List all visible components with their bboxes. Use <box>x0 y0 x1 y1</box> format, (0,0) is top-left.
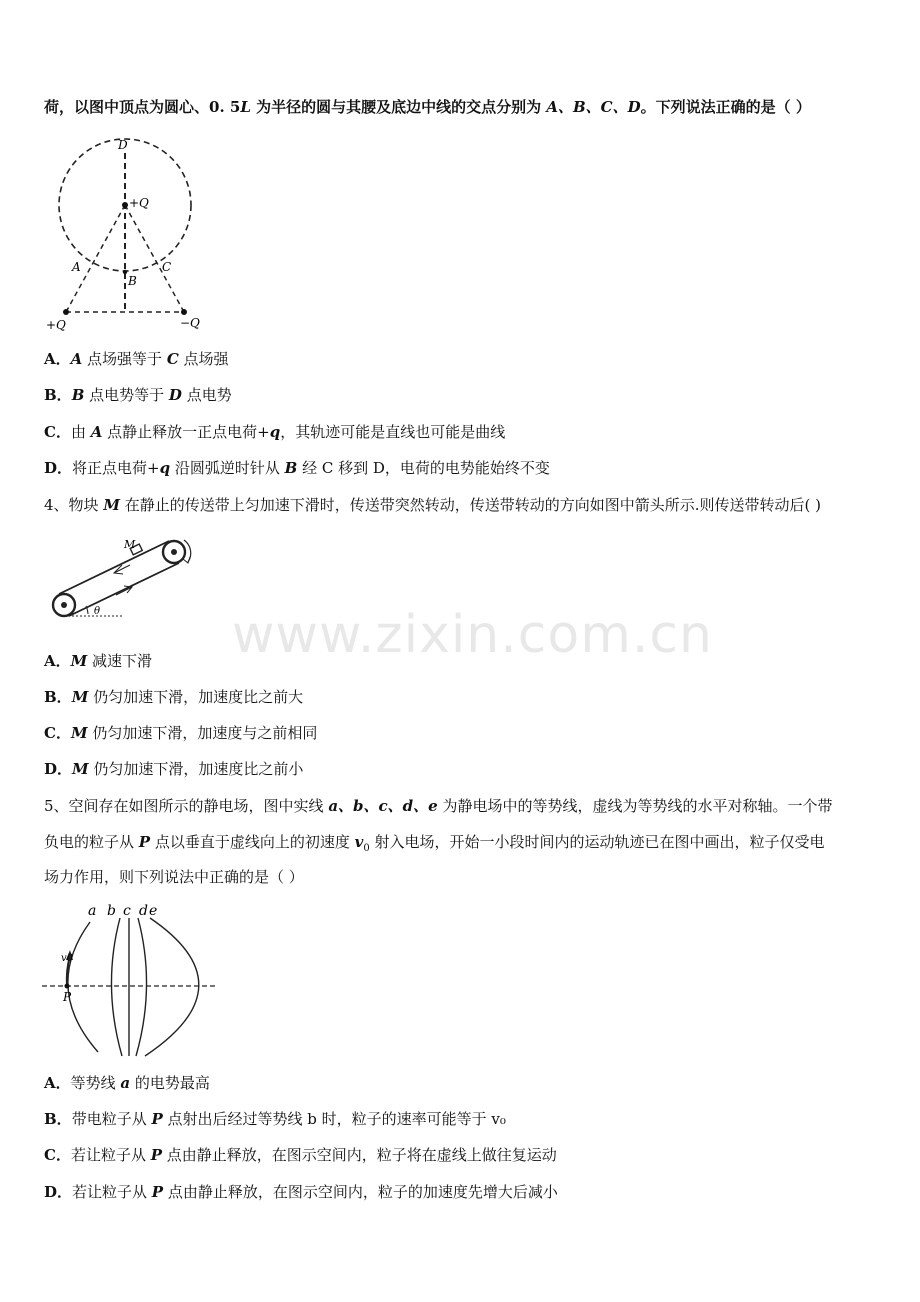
q5-option-d: D．若让粒子从 P 点由静止释放，在图示空间内，粒子的加速度先增大后减小 <box>44 1183 558 1201</box>
q3-option-d: D．将正点电荷+q 沿圆弧逆时针从 B 经 C 移到 D，电荷的电势能始终不变 <box>44 459 550 477</box>
fig-label-right-charge: −Q <box>180 316 200 330</box>
q5-stem-line3: 场力作用，则下列说法中正确的是（ ） <box>44 868 304 886</box>
q3-option-c: C．由 A 点静止释放一正点电荷+q，其轨迹可能是直线也可能是曲线 <box>44 423 506 441</box>
q4-option-c: C．M 仍匀加速下滑，加速度与之前相同 <box>44 724 318 742</box>
q4-option-b: B．M 仍匀加速下滑，加速度比之前大 <box>44 688 304 706</box>
q5-stem-line1: 5、空间存在如图所示的静电场，图中实线 a、b、c、d、e 为静电场中的等势线，虚线为等势线的水平对称轴。一个带 <box>44 797 833 815</box>
fig-label-a: a <box>88 903 97 919</box>
fig-label-M: M <box>124 538 136 551</box>
q3-figure <box>42 135 222 335</box>
fig-label-A: A <box>72 260 81 274</box>
q5-stem-line2: 负电的粒子从 P 点以垂直于虚线向上的初速度 $v_0$ 射入电场，开始一小段时间内的运动轨迹已在图中画出，粒子仅受电 <box>44 833 825 854</box>
fig-label-d: d <box>139 903 148 919</box>
fig-label-c: c <box>123 903 131 919</box>
fig-label-D: D <box>118 138 128 152</box>
q4-option-d: D．M 仍匀加速下滑，加速度比之前小 <box>44 760 304 778</box>
q4-option-a: A．M 减速下滑 <box>44 652 153 670</box>
fig-label-b: b <box>107 903 116 919</box>
q5-option-b: B．带电粒子从 P 点射出后经过等势线 b 时，粒子的速率可能等于 v₀ <box>44 1110 506 1128</box>
fig-label-theta: θ <box>94 606 101 617</box>
fig-label-v0: v0 <box>61 953 74 964</box>
fig-label-top-charge: +Q <box>129 196 149 210</box>
q3-option-a: A．A 点场强等于 C 点场强 <box>44 350 229 368</box>
q4-stem: 4、物块 M 在静止的传送带上匀加速下滑时，传送带突然转动，传送带转动的方向如图中箭头所示.则传送带转动后( ) <box>44 496 821 514</box>
fig-label-left-charge: +Q <box>46 318 66 332</box>
q5-option-c: C．若让粒子从 P 点由静止释放，在图示空间内，粒子将在虚线上做往复运动 <box>44 1146 557 1164</box>
fig-label-e: e <box>149 903 158 919</box>
q3-option-b: B．B 点电势等于 D 点电势 <box>44 386 232 404</box>
q3-stem: 荷，以图中顶点为圆心、0. 5L 为半径的圆与其腰及底边中线的交点分别为 A、B、C、D。下列说法正确的是（ ） <box>44 98 811 116</box>
watermark: www.zixin.com.cn <box>232 605 713 665</box>
q4-figure <box>44 530 204 625</box>
q5-figure <box>40 900 225 1065</box>
q5-option-a: A．等势线 a 的电势最高 <box>44 1074 210 1092</box>
fig-label-P: P <box>63 990 72 1004</box>
fig-label-C: C <box>162 260 172 274</box>
fig-label-B: B <box>128 274 137 288</box>
